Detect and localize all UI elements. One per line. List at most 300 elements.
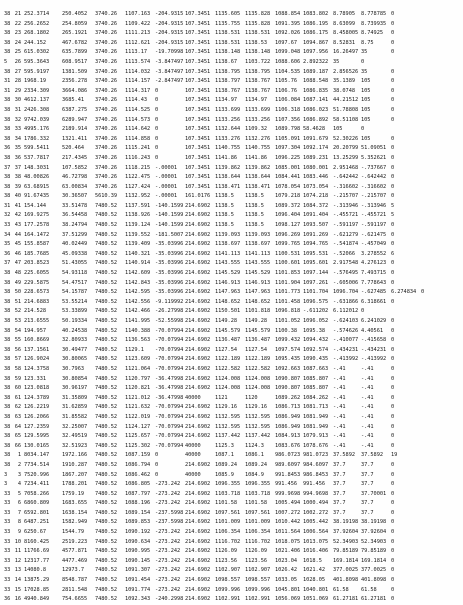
table-cell: 1092.663 [275, 365, 301, 372]
table-cell: -.624103 [333, 318, 359, 324]
table-cell: 1109.422 [125, 20, 151, 27]
table-cell: 1138.644 [215, 174, 241, 181]
table-cell: 52.30226 [333, 135, 359, 142]
table-cell: -.316602 [333, 183, 359, 190]
table-cell: -.313946 [361, 202, 387, 209]
table-cell: 6592.801 [24, 509, 50, 516]
table-cell: 7480.52 [95, 279, 117, 286]
table-cell [421, 595, 451, 605]
table-cell: 7480.52 [95, 365, 117, 372]
table-cell [421, 279, 451, 289]
table-cell: 55 [14, 337, 21, 344]
table-cell: 1146.913 [245, 279, 271, 286]
table-cell: 214.6902 [185, 404, 211, 411]
table-cell: 1105.091 [275, 135, 301, 142]
table-cell: 1137.442 [215, 433, 241, 440]
table-cell: 1122.582 [215, 365, 241, 372]
table-cell: 1135.828 [245, 20, 271, 27]
table-cell: -70.07994 [155, 356, 184, 363]
table-cell: 214.6902 [185, 548, 211, 555]
table-cell: 1056.069 [275, 596, 301, 603]
table-cell [421, 154, 451, 164]
table-cell: 0 [391, 39, 395, 46]
table-cell: 28 [14, 78, 21, 85]
table-cell: 1005.494 [275, 500, 301, 507]
table-cell: 0 [361, 58, 365, 65]
table-cell: 1018.5 [303, 557, 322, 564]
table-cell: 1096.269 [275, 231, 301, 238]
table-cell: 38 [4, 20, 11, 27]
table-cell: 1107.163 [125, 11, 151, 17]
table-cell: 1136.487 [245, 337, 271, 344]
table-cell: 1101.904 [275, 279, 301, 286]
table-cell: 467.6782 [62, 39, 88, 46]
table-cell: 1114.317 [125, 87, 151, 94]
table-cell: 0 [421, 289, 425, 296]
table-cell: 1582.949 [62, 519, 88, 526]
table-cell: 1138.5 [245, 222, 264, 229]
table-cell: 63 [14, 413, 21, 420]
table-cell: 1138.795 [215, 68, 241, 75]
table-cell: 20.20799 [333, 145, 359, 152]
table-cell: 1138.5 [215, 222, 234, 229]
table-cell: 38 [4, 308, 11, 315]
table-cell: 1138.5 [215, 212, 234, 219]
table-cell: 8.75 [361, 39, 374, 46]
table-cell: 127.2359 [24, 423, 50, 430]
table-cell: 37.7 [333, 461, 346, 468]
table-cell: 0 [155, 135, 159, 142]
table-cell: 5610.39 [95, 193, 117, 200]
table-cell: 1132.595 [245, 423, 271, 430]
table-cell: 38 [14, 174, 21, 181]
table-cell: -.642442 [361, 174, 387, 181]
table-cell: 32.51923 [62, 442, 88, 449]
table-cell: 8.739935 [361, 20, 387, 27]
table-cell: 1104.535 [275, 68, 301, 75]
table-cell: 1099.996 [245, 586, 271, 593]
table-cell: -273.242 [155, 500, 181, 507]
table-cell: 0 [391, 404, 395, 411]
table-cell: 1138.795 [245, 68, 271, 75]
table-cell: 989.6097 [275, 461, 301, 468]
table-cell: -.41 [333, 433, 346, 440]
table-cell: 1114.525 [125, 106, 151, 113]
table-cell: 22 [14, 20, 21, 27]
table-cell: 123.0818 [24, 385, 50, 392]
table-cell: 51 [14, 298, 21, 305]
table-cell: 32 [4, 212, 11, 219]
table-cell: 8548.787 [62, 577, 88, 584]
table-cell: 1086.195 [303, 20, 329, 27]
table-cell: 8.778785 [361, 11, 387, 17]
table-cell: 1120.797 [125, 375, 151, 382]
table-cell: 30.80065 [62, 356, 88, 363]
table-cell: 1106.354 [215, 529, 241, 536]
table-cell: 2811.548 [62, 586, 88, 593]
table-cell: 1126.09 [215, 548, 237, 555]
table-cell: 1083.446 [303, 174, 329, 181]
table-cell: 7480.52 [95, 404, 117, 411]
table-cell: 1096.355 [245, 481, 271, 488]
table-cell: 0 [155, 452, 159, 459]
table-cell: 38 [4, 385, 11, 392]
table-cell: -.574626 [333, 327, 359, 334]
table-row [4, 298, 459, 308]
table-cell: 7480.52 [95, 586, 117, 593]
table-cell: 38 [4, 413, 11, 420]
table-cell: 217.4345 [62, 154, 88, 161]
table-cell: 17028.85 [24, 586, 50, 593]
table-cell: 1033.05 [275, 577, 297, 584]
table-cell: 33 [4, 538, 11, 545]
table-cell: 1090.807 [275, 375, 301, 382]
table-cell: 38 [4, 49, 11, 56]
table-cell: 1788.201 [62, 481, 88, 488]
table-cell: 1095.38 [303, 327, 325, 334]
table-cell: 1099.996 [215, 586, 241, 593]
table-cell: 1124.008 [245, 385, 271, 392]
table-cell: 105 [361, 116, 371, 123]
table-cell: 4477.469 [62, 557, 88, 564]
table-cell: 8.78905 [333, 11, 355, 17]
table-cell: 7520.996 [24, 471, 50, 478]
table-cell: 1972.166 [62, 452, 88, 459]
table-cell: 38 [4, 433, 11, 440]
table-cell: 37 [4, 260, 11, 267]
table-cell: -.41 [361, 365, 374, 372]
table-cell [421, 336, 451, 346]
table-cell: 1132.952 [125, 193, 151, 200]
table-cell: 1101.853 [275, 270, 301, 277]
table-cell: -204.9315 [155, 30, 184, 37]
table-cell: 91.67435 [24, 193, 50, 200]
table-row [4, 58, 459, 68]
table-cell: 40000 [185, 442, 201, 449]
table-cell: 1084.9 [245, 471, 264, 478]
table-row [4, 144, 459, 154]
table-cell: 169.1814 [361, 557, 387, 564]
table-cell: 1759.19 [62, 490, 84, 497]
table-cell: 214.6902 [185, 538, 211, 545]
table-cell: 1121.632 [125, 404, 151, 411]
table-cell [421, 317, 451, 327]
table-cell: 0 [391, 78, 395, 85]
table-cell: 3740.26 [95, 97, 117, 104]
table-cell: -.313946 [333, 202, 359, 209]
table-cell: 38 [4, 270, 11, 277]
table-cell [421, 106, 451, 116]
table-cell: 1138.767 [245, 78, 271, 85]
table-cell: -.413992 [333, 356, 359, 363]
table-row [4, 586, 459, 596]
table-cell: 1138.797 [215, 78, 241, 85]
table-cell: -.00001 [155, 183, 177, 190]
table-cell: 7480.52 [95, 529, 117, 536]
table-cell: 1086.023 [303, 106, 329, 113]
table-cell: 214.6902 [185, 481, 211, 488]
table-row [4, 336, 459, 346]
table-row [4, 173, 459, 183]
table-row [4, 375, 459, 385]
table-cell: 38 [4, 174, 11, 181]
table-cell: 981.0723 [303, 452, 329, 459]
table-cell: 1087.663 [303, 365, 329, 372]
table-cell: 0 [391, 519, 395, 526]
table-cell: 130.0165 [24, 442, 50, 449]
table-cell: 252.3714 [24, 11, 50, 17]
table-row [4, 48, 459, 58]
table-cell: 3740.26 [95, 39, 117, 46]
table-cell [421, 471, 451, 481]
table-cell: -.41 [361, 413, 374, 420]
table-cell: 79.85189 [361, 548, 387, 555]
table-cell: 1145.529 [245, 270, 271, 277]
table-cell: 1123.56 [215, 557, 237, 564]
table-cell: 7480.52 [95, 567, 117, 574]
table-cell: 38 [4, 423, 11, 430]
table-cell: 2356.278 [62, 78, 88, 85]
table-cell: 214.6902 [185, 318, 211, 324]
table-row [4, 240, 459, 250]
table-cell [421, 547, 451, 557]
table-cell: -237.5998 [155, 509, 184, 516]
table-cell: 7480.52 [95, 212, 117, 219]
table-cell: -.41 [333, 442, 346, 449]
table-cell [421, 442, 451, 452]
table-cell [421, 259, 451, 269]
table-cell: 0 [391, 116, 395, 123]
table-cell: 1121 [215, 394, 228, 401]
table-row [4, 20, 459, 30]
table-cell: -3.847497 [155, 58, 184, 65]
table-cell: 105 [361, 97, 371, 104]
table-cell: 1132.276 [245, 135, 271, 142]
table-cell: 1141.86 [245, 154, 267, 161]
table-cell: 1141.995 [125, 318, 151, 324]
table-cell: 1005.442 [303, 519, 329, 526]
table-cell: 0 [391, 557, 395, 564]
table-cell: 3740.26 [95, 68, 117, 75]
table-row [4, 221, 459, 231]
table-cell [421, 77, 451, 87]
table-cell: 1101.704 [303, 289, 329, 296]
table-cell: -140.1599 [155, 212, 184, 219]
table-cell: 1091.774 [125, 586, 151, 593]
table-cell: 1079.913 [303, 433, 329, 440]
table-cell: 1040.801 [303, 586, 329, 593]
table-cell: 0 [391, 394, 395, 401]
table-cell: 47 [14, 260, 21, 267]
table-cell [421, 48, 451, 58]
table-cell: 1121.064 [125, 365, 151, 372]
table-cell: 7480.52 [95, 289, 117, 296]
table-cell: 40.24538 [62, 327, 88, 334]
table-cell: 7480.52 [95, 298, 117, 305]
table-cell: 7234.411 [24, 481, 50, 488]
table-cell: 38 [4, 68, 11, 75]
table-cell: 16 [14, 596, 21, 603]
table-cell [421, 432, 451, 442]
table-cell: -70.07994 [155, 423, 184, 430]
table-cell [421, 499, 451, 509]
table-cell: 123.331 [24, 375, 46, 382]
table-cell: 1089.372 [275, 202, 301, 209]
table-cell [421, 346, 451, 356]
table-cell: 1085.807 [303, 385, 329, 392]
table-cell: 0 [391, 481, 395, 488]
table-cell: 1101.818 [245, 308, 271, 315]
table-cell [421, 250, 451, 260]
table-cell: 33 [14, 126, 21, 133]
table-cell: 1125.657 [125, 433, 151, 440]
table-cell: 1142.609 [125, 270, 151, 277]
table-cell: 1140.388 [125, 327, 151, 334]
table-cell: 7480.52 [95, 500, 117, 507]
table-cell: 1101.052 [275, 318, 301, 324]
table-cell: 1095.531 [303, 250, 329, 257]
table-cell: 1138.148 [215, 49, 241, 56]
table-row [4, 576, 459, 586]
table-cell: 7480.52 [95, 202, 117, 209]
table-cell: 1127.54 [215, 346, 237, 353]
table-cell: 3740.26 [95, 154, 117, 161]
table-cell: -237.5998 [155, 519, 184, 526]
table-cell: 1150.501 [215, 308, 241, 315]
table-row [4, 403, 459, 413]
table-cell: 35 [333, 58, 340, 65]
table-cell: 1090.435 [303, 356, 329, 363]
table-cell: -.00001 [155, 174, 177, 181]
table-cell: -.541874 [333, 241, 359, 248]
table-cell: 1083.676 [275, 442, 301, 449]
table-cell: 148.3031 [24, 164, 50, 171]
table-cell: 107.3451 [185, 11, 211, 17]
table-cell: 1141.113 [245, 250, 271, 257]
table-cell: -.00001 [155, 193, 177, 200]
table-cell: 33 [4, 548, 11, 555]
table-cell: 32.25007 [62, 423, 88, 430]
table-cell: 1138.67 [215, 58, 237, 65]
table-cell: 1133.256 [245, 116, 271, 123]
table-cell: 44 [14, 231, 21, 238]
table-cell: 38 [4, 346, 11, 353]
table-cell: 1135.605 [215, 11, 241, 17]
table-cell: 129.5995 [24, 433, 50, 440]
table-cell: 214.528 [24, 308, 46, 315]
table-cell: 214.6902 [185, 202, 211, 209]
table-cell: 16.26497 [333, 49, 359, 56]
table-cell: 1133.699 [215, 106, 241, 113]
table-cell: 63.68915 [24, 183, 50, 190]
table-cell: 3740.26 [95, 49, 117, 56]
table-row [4, 250, 459, 260]
table-cell: 1138.697 [245, 241, 271, 248]
table-cell: 1114.573 [125, 116, 151, 123]
table-cell: 1638.154 [62, 509, 88, 516]
table-cell: 37.7 [333, 500, 346, 507]
table-cell: 7480.52 [95, 596, 117, 603]
table-cell: 38 [4, 183, 11, 190]
table-cell: 3740.26 [95, 78, 117, 85]
table-cell: 1114.032 [125, 68, 151, 75]
table-cell: 14080.8 [24, 567, 46, 574]
table-cell: 62 [14, 404, 21, 411]
table-cell: 1139.124 [125, 222, 151, 229]
table-cell: 377.0025 [361, 567, 387, 574]
table-cell: 31.35809 [62, 394, 88, 401]
table-row [4, 499, 459, 509]
table-row [4, 365, 459, 375]
table-cell: 30.49477 [62, 346, 88, 353]
table-cell: -.413992 [361, 356, 387, 363]
table-cell: 1091.679 [303, 135, 329, 142]
table-cell: 254.8059 [62, 20, 88, 27]
table-cell: 1125.302 [125, 442, 151, 449]
table-cell: 1147.963 [245, 289, 271, 296]
table-cell: 2.856526 [333, 68, 359, 75]
table-cell: 1100.531 [275, 250, 301, 257]
table-cell: 1081.949 [303, 413, 329, 420]
table-cell: 38 [4, 452, 11, 459]
table-cell: 50.19334 [62, 318, 88, 324]
table-cell: 1101.773 [275, 289, 301, 296]
table-cell: 38 [4, 442, 11, 449]
table-cell: 161.0176 [185, 193, 211, 200]
table-cell: 615.0302 [24, 49, 50, 56]
table-cell: -204.9315 [155, 20, 184, 27]
table-cell: 1086.949 [275, 413, 301, 420]
table-cell: 0 [391, 413, 395, 420]
table-cell: 4.40561 [361, 327, 383, 334]
table-cell: 1122.189 [215, 356, 241, 363]
table-cell: 38 [4, 106, 11, 113]
table-cell: 1786.332 [24, 135, 50, 142]
table-cell: 194.957 [24, 327, 46, 334]
table-cell [421, 231, 451, 241]
table-cell: 107.3451 [185, 164, 211, 171]
table-cell: 12 [14, 557, 21, 564]
table-cell: 0 [391, 356, 395, 363]
table-cell: 1089.24 [245, 461, 267, 468]
table-cell: 7734.514 [24, 461, 50, 468]
table-cell: 107.3451 [185, 174, 211, 181]
table-cell: 8.74925 [361, 30, 383, 37]
table-cell: 33 [4, 500, 11, 507]
table-row [4, 106, 459, 116]
table-cell: -.41 [361, 385, 374, 392]
table-cell: 1140.755 [245, 145, 271, 152]
table-cell [421, 298, 451, 308]
table-cell [421, 327, 451, 337]
table-cell: 37.7 [361, 471, 374, 478]
table-cell: 3740.26 [95, 126, 117, 133]
table-cell: 0 [391, 433, 395, 440]
table-cell: 401.8098 [333, 577, 359, 584]
table-cell: 1007.272 [275, 509, 301, 516]
table-cell: 36.54458 [62, 212, 88, 219]
table-cell: 1132.644 [215, 126, 241, 133]
table-cell: 1138.5 [245, 202, 264, 209]
table-row [4, 116, 459, 126]
table-cell: 1102.991 [215, 596, 241, 603]
table-cell [421, 183, 451, 193]
table-cell: 1132.595 [245, 413, 271, 420]
table-cell: -.455721 [333, 212, 359, 219]
table-cell: 984.6097 [303, 461, 329, 468]
table-cell: -70.07994 [155, 346, 184, 353]
table-cell: 13875.29 [24, 577, 50, 584]
